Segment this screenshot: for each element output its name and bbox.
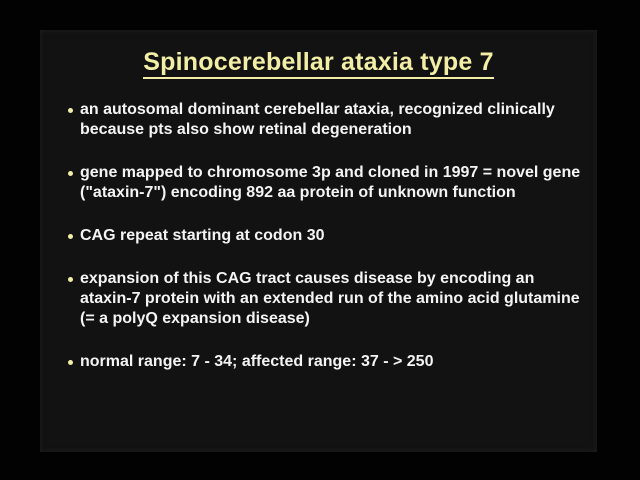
bullet-text: normal range: 7 - 34; affected range: 37 - > 250 bbox=[80, 353, 434, 370]
bullet-dot-icon bbox=[68, 277, 73, 282]
bullet-item bbox=[66, 352, 581, 372]
slide-title bbox=[40, 48, 597, 77]
bullet-text: expansion of this CAG tract causes disease by encoding an ataxin-7 protein with an extended run of the amino acid glutamine (= a polyQ expansion disease) bbox=[80, 270, 580, 327]
bullet-text: gene mapped to chromosome 3p and cloned in 1997 = novel gene ("ataxin-7") encoding 892 aa protein of unknown function bbox=[80, 164, 581, 201]
bullet-dot-icon bbox=[68, 171, 73, 176]
bullet-item bbox=[66, 100, 581, 140]
bullet-dot-icon bbox=[68, 234, 73, 239]
bullet-text: CAG repeat starting at codon 30 bbox=[80, 227, 325, 244]
bullet-item bbox=[66, 163, 581, 203]
bullet-item bbox=[66, 226, 581, 246]
bullet-dot-icon bbox=[68, 108, 73, 113]
bullet-dot-icon bbox=[68, 360, 73, 365]
slide-title-text: Spinocerebellar ataxia type 7 bbox=[143, 48, 493, 79]
bullet-text: an autosomal dominant cerebellar ataxia, recognized clinically because pts also show retinal degeneration bbox=[80, 101, 555, 138]
bullet-item bbox=[66, 269, 581, 329]
bullet-list bbox=[66, 100, 581, 395]
slide bbox=[40, 30, 597, 452]
